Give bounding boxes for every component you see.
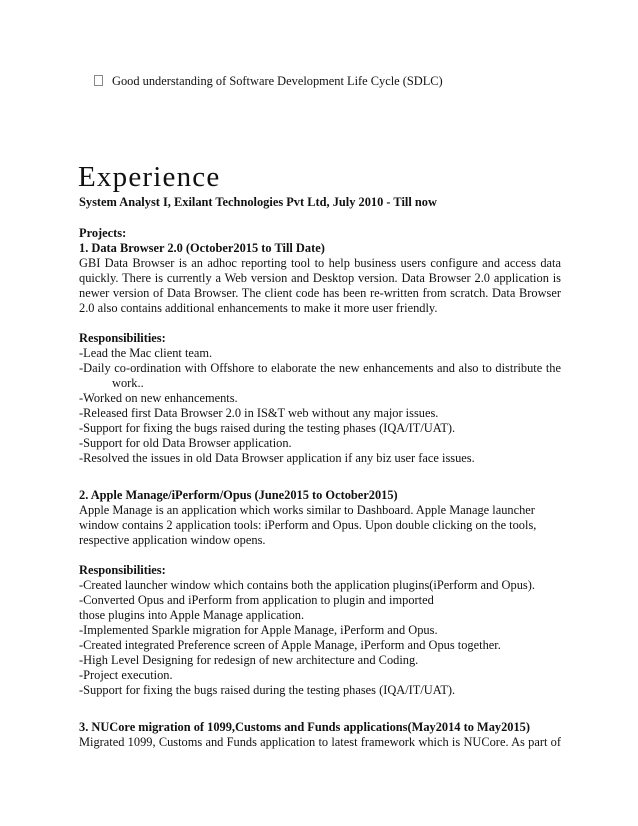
project1-resp-item: -Lead the Mac client team.	[79, 346, 213, 360]
project2-desc-line: Apple Manage is an application which works similar to Dashboard. Apple Manage launcher	[79, 503, 535, 517]
project2-resp-item: -High Level Designing for redesign of new architecture and Coding.	[79, 653, 419, 667]
project2-title: 2. Apple Manage/iPerform/Opus (June2015 to October2015)	[79, 488, 398, 502]
projects-label: Projects:	[79, 226, 127, 240]
project1-resp-item: -Daily co-ordination with Offshore to elaborate the new enhancements and also to distribute the	[79, 361, 561, 375]
project2-resp-item: -Project execution.	[79, 668, 173, 682]
project3-desc-line: Migrated 1099, Customs and Funds application to latest framework which is NUCore. As part of	[79, 735, 561, 749]
project1-resp-item: -Resolved the issues in old Data Browser application if any biz user face issues.	[79, 451, 475, 465]
project1-title: 1. Data Browser 2.0 (October2015 to Till Date)	[79, 241, 325, 255]
project1-desc-line: quickly. There is currently a Web version and Desktop version. Data Browser 2.0 application is	[79, 271, 561, 285]
project2-resp-item: -Support for fixing the bugs raised during the testing phases (IQA/IT/UAT).	[79, 683, 456, 697]
project1-desc-line: newer version of Data Browser. The client code has been re-written from scratch. Data Browser	[79, 286, 561, 300]
bullet-box-icon	[94, 75, 103, 86]
project1-resp-item: -Worked on new enhancements.	[79, 391, 238, 405]
project2-resp-item: -Implemented Sparkle migration for Apple Manage, iPerform and Opus.	[79, 623, 438, 637]
project2-desc-line: respective application window opens.	[79, 533, 266, 547]
skills-bullet-item	[94, 74, 443, 89]
project2-responsibilities-label: Responsibilities:	[79, 563, 166, 577]
position-title: System Analyst I, Exilant Technologies Pvt Ltd, July 2010 - Till now	[79, 195, 437, 209]
project1-responsibilities-label: Responsibilities:	[79, 331, 166, 345]
skills-bullet-text: Good understanding of Software Development Life Cycle (SDLC)	[112, 74, 443, 88]
project2-desc-line: window contains 2 application tools: iPerform and Opus. Upon double clicking on the tools,	[79, 518, 537, 532]
project1-resp-item: -Support for fixing the bugs raised during the testing phases (IQA/IT/UAT).	[79, 421, 456, 435]
project2-resp-item: -Converted Opus and iPerform from application to plugin and imported	[79, 593, 434, 607]
project2-resp-item: -Created integrated Preference screen of Apple Manage, iPerform and Opus together.	[79, 638, 501, 652]
project1-resp-item: -Released first Data Browser 2.0 in IS&T web without any major issues.	[79, 406, 439, 420]
project1-desc-line: GBI Data Browser is an adhoc reporting tool to help business users configure and access data	[79, 256, 561, 270]
section-heading-experience: Experience	[78, 161, 221, 193]
project3-title: 3. NUCore migration of 1099,Customs and Funds applications(May2014 to May2015)	[79, 720, 531, 734]
project1-resp-item: -Support for old Data Browser application.	[79, 436, 292, 450]
project2-resp-item: those plugins into Apple Manage application.	[79, 608, 305, 622]
project1-desc-line: 2.0 also contains additional enhancements to make it more user friendly.	[79, 301, 438, 315]
project2-resp-item: -Created launcher window which contains both the application plugins(iPerform and Opus).	[79, 578, 535, 592]
project1-resp-item: work..	[112, 376, 144, 390]
